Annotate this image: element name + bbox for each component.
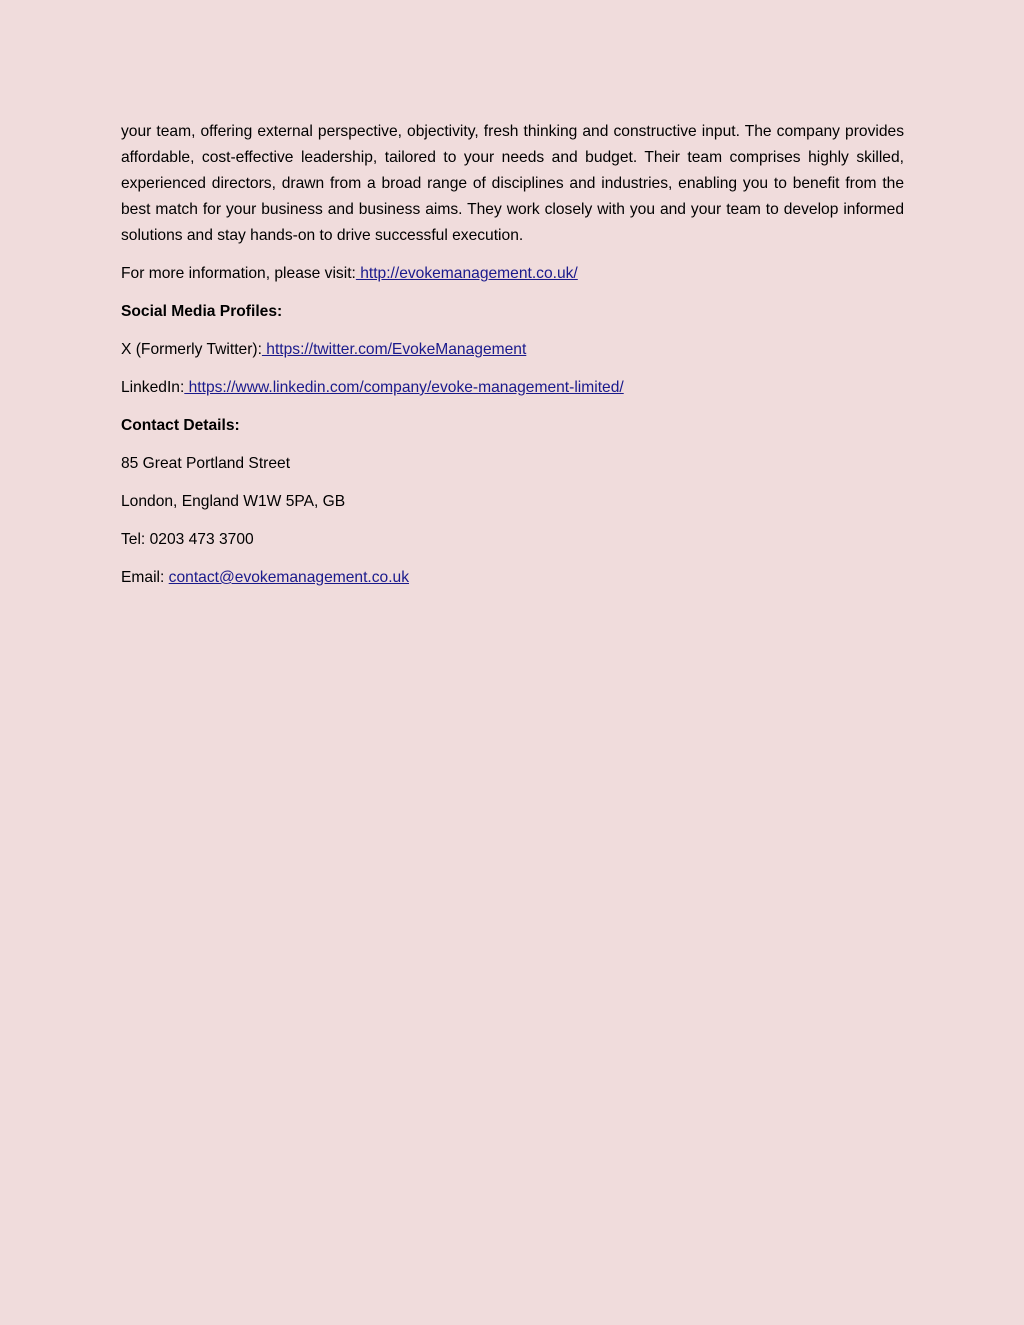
address-line-1: 85 Great Portland Street (121, 455, 291, 472)
twitter-link[interactable]: https://twitter.com/EvokeManagement (261, 341, 527, 358)
document-page (121, 119, 904, 591)
contact-details-heading: Contact Details: (121, 417, 240, 434)
telephone-line: Tel: 0203 473 3700 (121, 531, 254, 548)
more-info-line (121, 261, 904, 287)
social-media-heading: Social Media Profiles: (121, 303, 283, 320)
email-link[interactable]: contact@evokemanagement.co.uk (168, 569, 410, 586)
linkedin-link[interactable]: https://www.linkedin.com/company/evoke-management-limited/ (184, 379, 624, 396)
more-info-label: For more information, please visit: (121, 265, 356, 282)
twitter-label: X (Formerly Twitter): (121, 341, 262, 358)
linkedin-line (121, 375, 904, 401)
email-line (121, 565, 904, 591)
intro-paragraph: your team, offering external perspective, objectivity, fresh thinking and constructive input. The company provides affordable, cost-effective leadership, tailored to your needs and budget. Their team comprises highly skilled, experienced directors, drawn from a broad range of disciplines and industries, enabling you to benefit from the best match for your business and business aims. They work closely with you and your team to develop informed solutions and stay hands-on to drive successful execution. (121, 123, 904, 244)
email-label: Email: (121, 569, 169, 586)
twitter-line (121, 337, 904, 363)
address-line-2: London, England W1W 5PA, GB (121, 493, 346, 510)
linkedin-label: LinkedIn: (121, 379, 185, 396)
website-link[interactable]: http://evokemanagement.co.uk/ (355, 265, 578, 282)
